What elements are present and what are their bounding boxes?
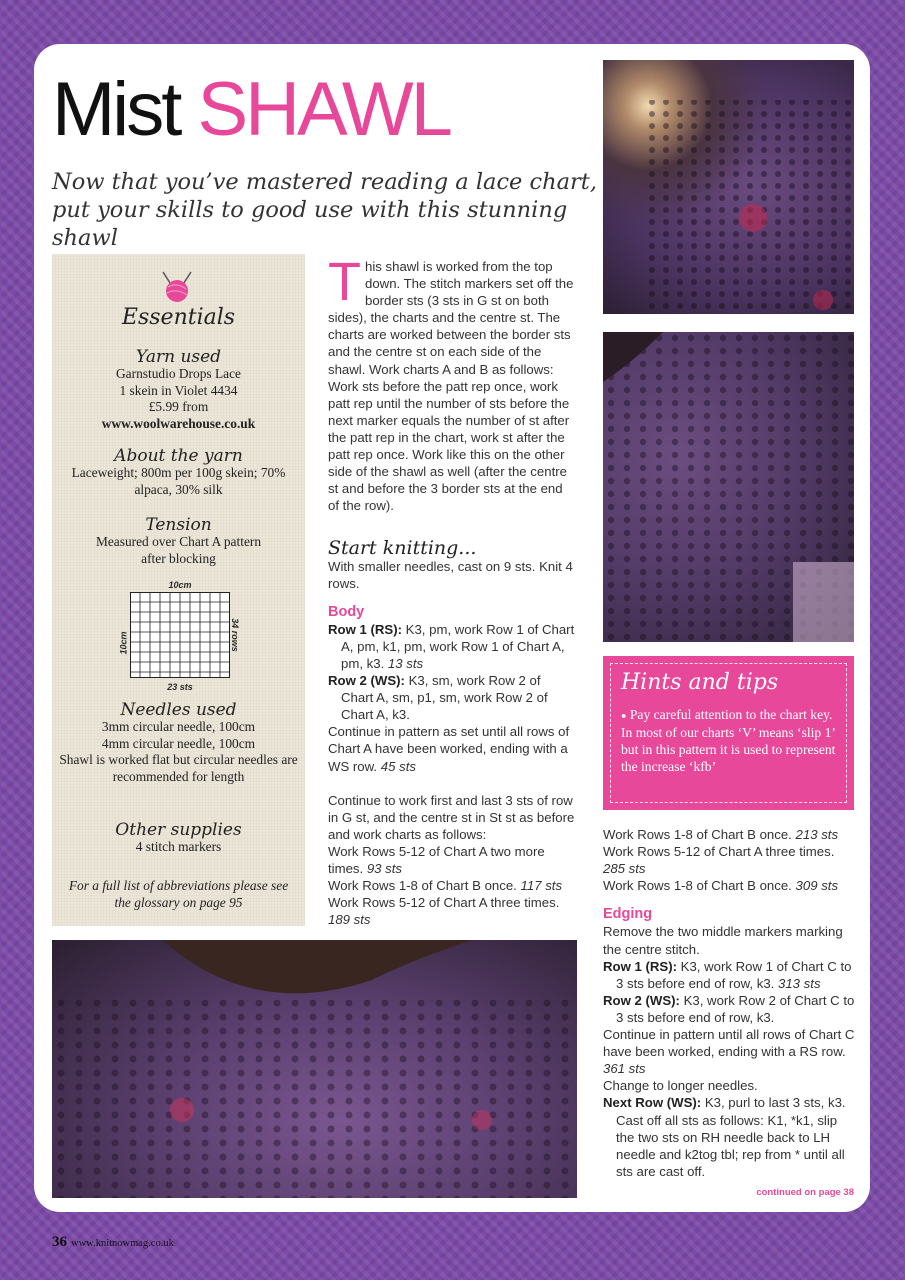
- needles-heading: Needles used: [120, 700, 237, 720]
- change-needles: Change to longer needles.: [603, 1078, 758, 1094]
- subtitle: Now that you’ve mastered reading a lace chart, put your skills to good use with this stunning shawl: [52, 169, 597, 251]
- shawl-photo-top: [603, 60, 854, 314]
- next-row: Next Row (WS): K3, purl to last 3 sts, k3. Cast off all sts as follows: K1, *k1, slip the two sts on RH needle back to LH needle and k2tog tbl; rep from * until all sts are cast off.: [603, 1095, 846, 1179]
- chart-step: Work Rows 5-12 of Chart A three times. 285 sts: [603, 844, 835, 877]
- bullet-icon: ●: [621, 710, 627, 721]
- tension-heading: Tension: [145, 515, 212, 535]
- shawl-photo-texture: [52, 940, 577, 1198]
- chart-step: Work Rows 5-12 of Chart A three times. 189 sts: [328, 895, 560, 928]
- tension-grid: [110, 580, 250, 692]
- yarn-line: 1 skein in Violet 4434: [119, 382, 238, 398]
- shawl-photo-bottom: [52, 940, 577, 1198]
- needles-line: 3mm circular needle, 100cm: [101, 718, 256, 734]
- hints-heading: Hints and tips: [621, 670, 779, 695]
- drop-cap: T: [328, 252, 361, 312]
- intro-paragraph: This shawl is worked from the top down. The stitch markers set off the border sts (3 sts in G st on both sides), the charts and the centre st. The charts are worked between the border sts and the centre st on each side of the shawl. Work charts A and B as follows: Work sts before the patt rep once, work patt rep until the number of sts before the next marker equals the number of st after the patt rep in the chart, work st after the patt rep once. Work like this on the other side of the shawl as well (after the centre st and before the 3 border sts at the end of the row).: [328, 252, 574, 514]
- start-text: With smaller needles, cast on 9 sts. Knit 4 rows.: [328, 558, 573, 591]
- body-row-2: Row 2 (WS): K3, sm, work Row 2 of Chart A, sm, p1, sm, work Row 2 of Chart A, k3.: [328, 673, 548, 723]
- body-row-1: Row 1 (RS): K3, pm, work Row 1 of Chart A, pm, k1, pm, work Row 1 of Chart A, pm, k3. 13 sts: [328, 621, 575, 671]
- other-text: 4 stitch markers: [135, 838, 222, 854]
- shawl-photo-middle: [603, 332, 854, 642]
- needles-line: Shawl is worked flat but circular needles are recommended for length: [59, 752, 298, 785]
- continued-note: continued on page 38: [756, 1187, 854, 1198]
- grid-right-label: 34 rows: [229, 618, 240, 652]
- edging-heading: Edging: [603, 906, 653, 923]
- yarn-heading: Yarn used: [135, 347, 222, 367]
- shawl-photo-texture: [603, 332, 854, 642]
- chart-step: Work Rows 5-12 of Chart A two more times. 93 sts: [328, 843, 545, 876]
- edging-continue: Continue in pattern until all rows of Chart C have been worked, ending with a RS row. 361 sts: [603, 1027, 855, 1077]
- pattern-column-2: [603, 826, 855, 1180]
- chart-step: Work Rows 1-8 of Chart B once. 117 sts: [328, 878, 563, 894]
- page-number: 36: [52, 1234, 67, 1250]
- body-heading: Body: [328, 603, 365, 620]
- chart-step: Work Rows 1-8 of Chart B once. 309 sts: [603, 878, 839, 894]
- yarn-ball-icon: [159, 270, 195, 306]
- body-paragraph-2: Continue to work first and last 3 sts of row in G st, and the centre st in St st as before and work charts as follows:: [328, 792, 575, 842]
- other-heading: Other supplies: [115, 820, 242, 840]
- hints-text: ● Pay careful attention to the chart key. In most of our charts ‘V’ means ‘slip 1’ but in this pattern it is used to represent the increase ‘kfb’: [621, 707, 836, 775]
- grid-bottom-label: 23 sts: [167, 682, 193, 692]
- page-title: Mist SHAWL: [52, 67, 450, 152]
- hints-box: [603, 656, 854, 810]
- chart-step: Work Rows 1-8 of Chart B once. 213 sts: [603, 827, 839, 842]
- edging-row-2: Row 2 (WS): K3, work Row 2 of Chart C to 3 sts before end of row, k3.: [603, 992, 855, 1025]
- edging-row-1: Row 1 (RS): K3, work Row 1 of Chart C to 3 sts before end of row, k3. 313 sts: [603, 958, 852, 991]
- pattern-column-1: [328, 252, 576, 928]
- shawl-photo-texture: [603, 60, 854, 314]
- glossary-note: For a full list of abbreviations please see the glossary on page 95: [68, 878, 289, 910]
- yarn-link[interactable]: www.woolwarehouse.co.uk: [101, 416, 256, 432]
- grid-left-label: 10cm: [118, 631, 129, 655]
- about-heading: About the yarn: [114, 446, 243, 466]
- yarn-line: £5.99 from: [148, 399, 209, 415]
- grid-square: [130, 592, 230, 678]
- needles-line: 4mm circular needle, 100cm: [101, 735, 256, 751]
- body-continue: Continue in pattern as set until all rows of Chart A have been worked, ending with a WS row. 45 sts: [328, 724, 570, 774]
- page-footer: [52, 1233, 174, 1251]
- yarn-line: Garnstudio Drops Lace: [116, 365, 241, 381]
- tension-text: Measured over Chart A pattern after blocking: [95, 533, 262, 566]
- edging-intro: Remove the two middle markers marking the centre stitch.: [603, 924, 843, 957]
- footer-url[interactable]: www.knitnowmag.co.uk: [71, 1238, 174, 1249]
- about-text: Laceweight; 800m per 100g skein; 70% alpaca, 30% silk: [71, 464, 286, 497]
- start-knitting-heading: Start knitting...: [328, 537, 477, 560]
- essentials-heading: Essentials: [121, 305, 236, 330]
- grid-top-label: 10cm: [168, 580, 192, 590]
